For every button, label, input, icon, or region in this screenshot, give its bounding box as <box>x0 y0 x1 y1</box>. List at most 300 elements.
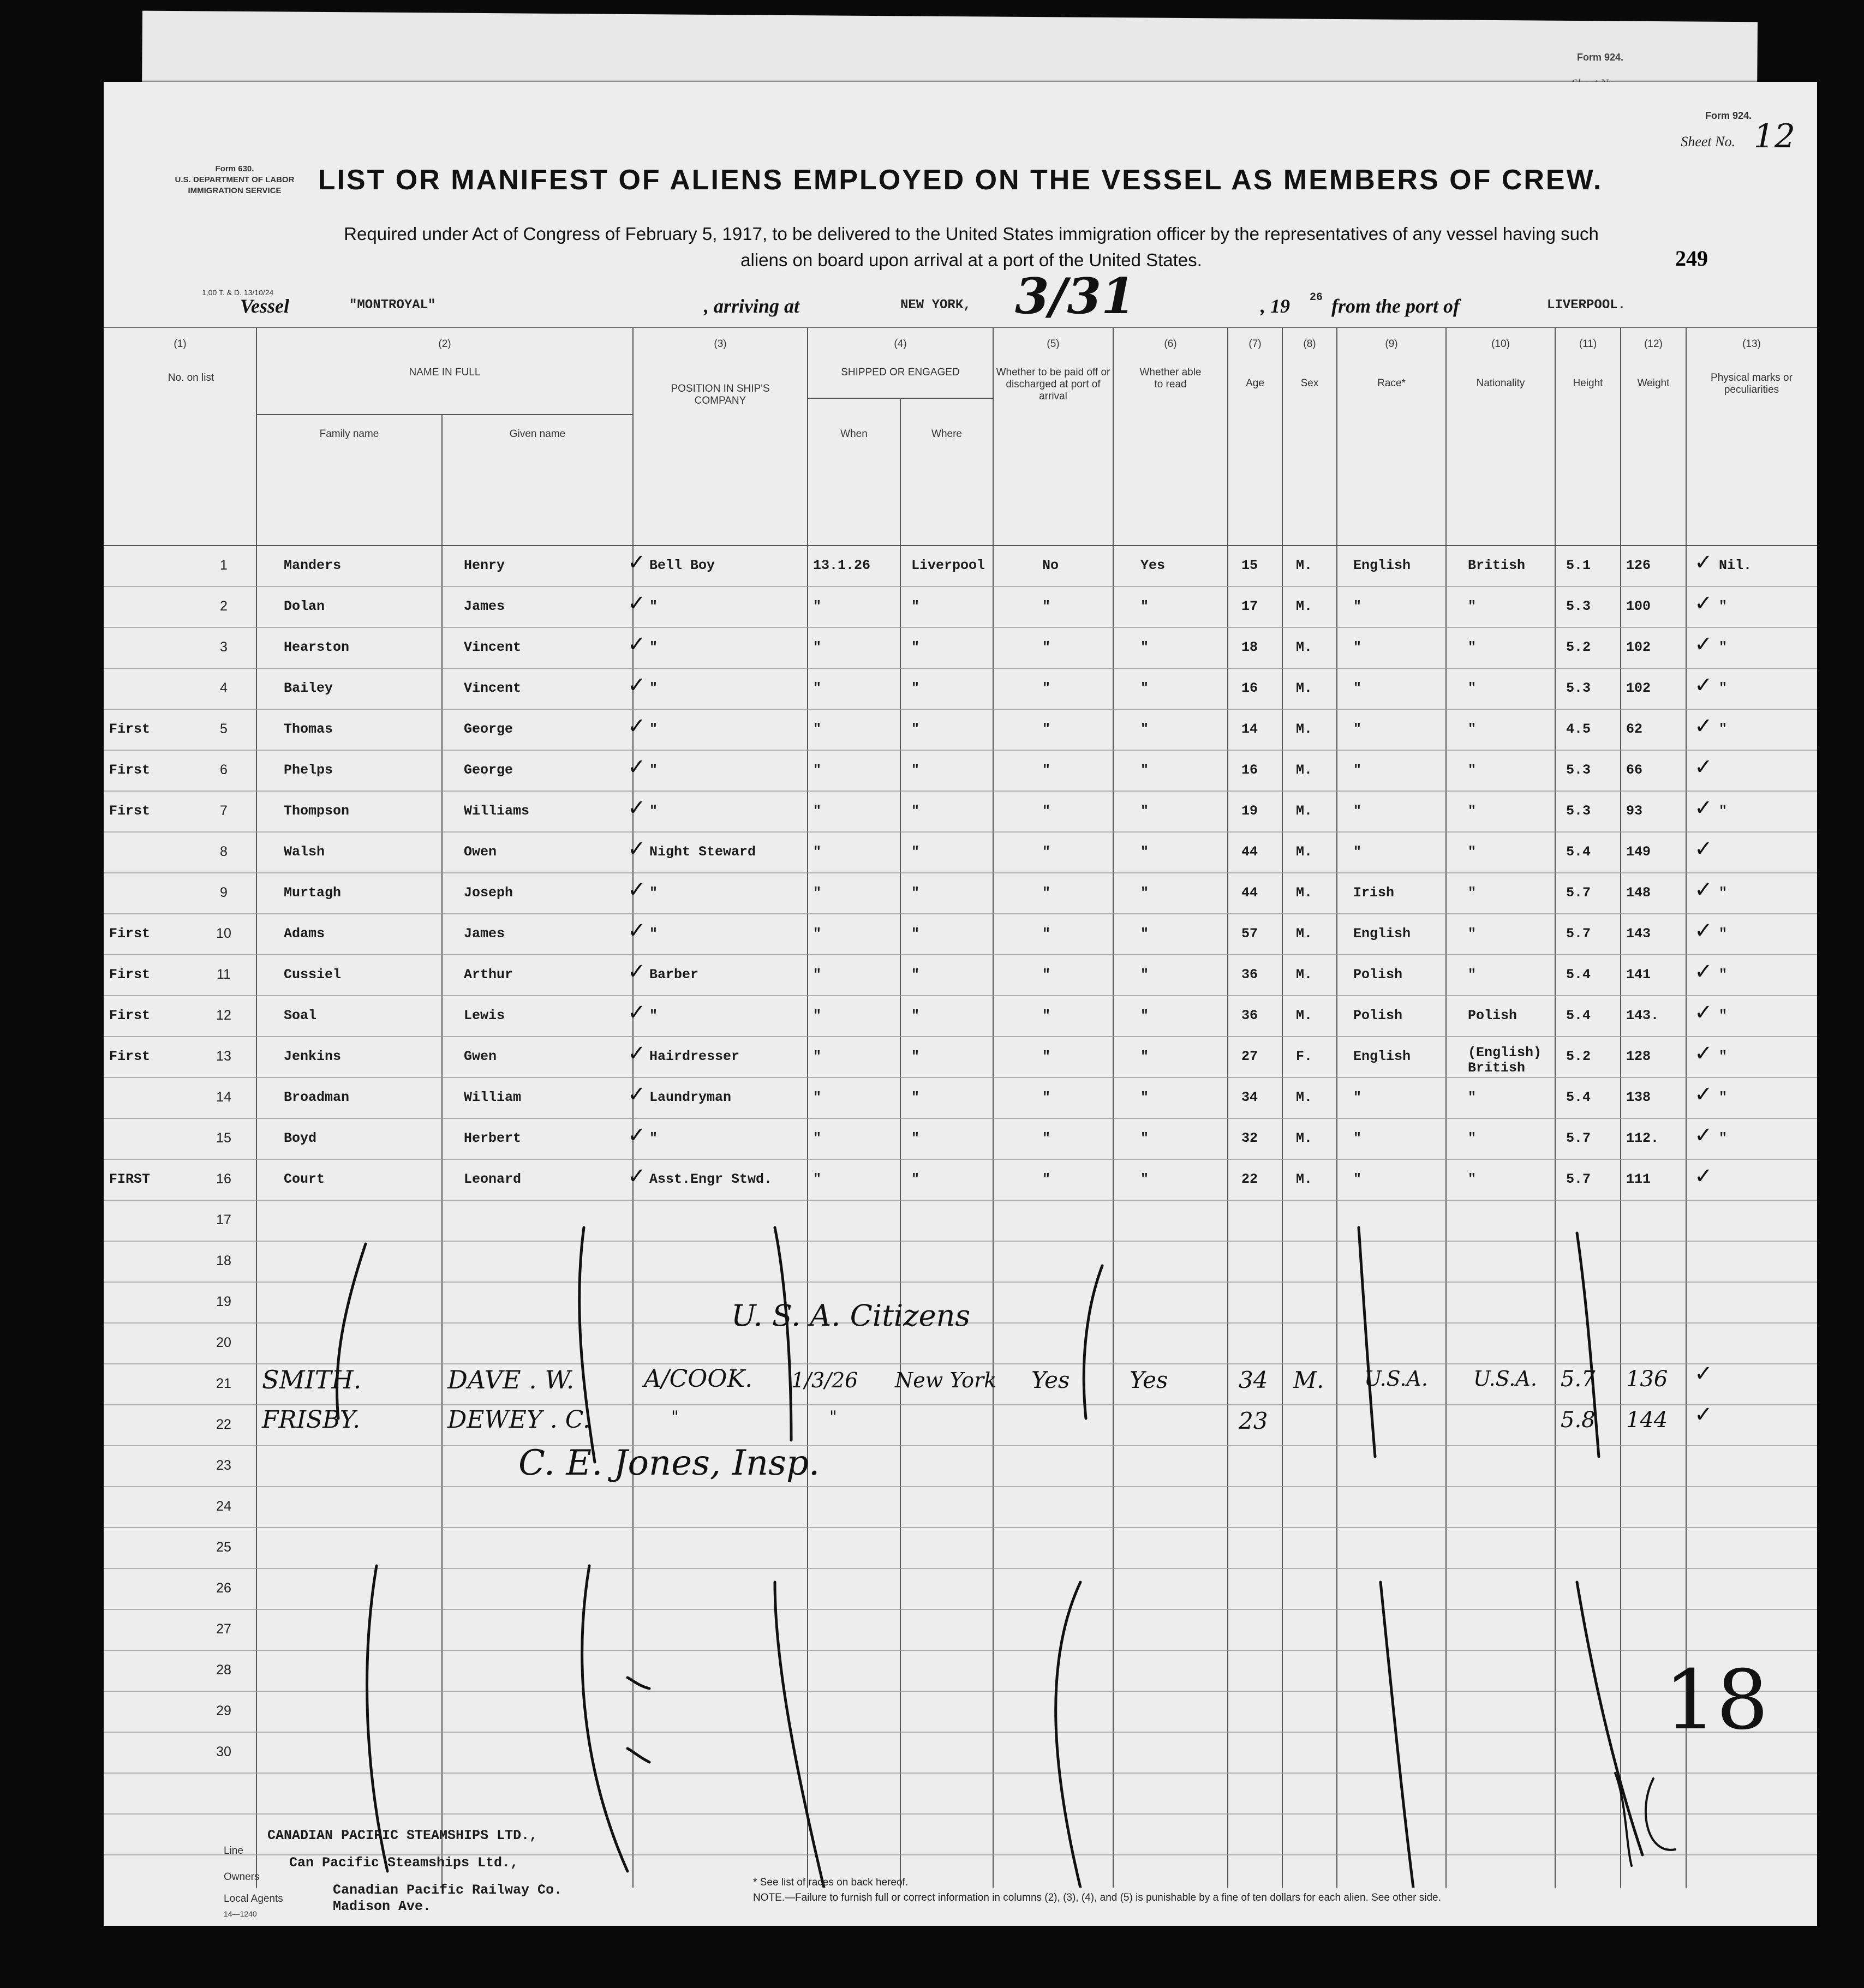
cell-given-name: George <box>464 762 513 778</box>
cell-sex: M. <box>1296 967 1313 983</box>
check-mark-icon: ✓ <box>1694 877 1713 902</box>
cell-height: 5.1 <box>1566 558 1591 573</box>
cell-height: 5.3 <box>1566 803 1591 819</box>
cell-age: 57 <box>1241 926 1258 942</box>
cell-height: 5.7 <box>1566 926 1591 942</box>
inspector-signature: C. E. Jones, Insp. <box>518 1443 820 1483</box>
cell-sex: M. <box>1296 598 1313 614</box>
col4-when-header: When <box>840 428 868 440</box>
cell-age: 44 <box>1241 885 1258 901</box>
owners-label: Owners <box>224 1871 260 1883</box>
col2-family-header: Family name <box>319 428 379 440</box>
cell-weight: 112. <box>1626 1130 1659 1146</box>
cell-first-class-margin-note: FIRST <box>109 1171 151 1187</box>
cell-paid-off: " <box>1042 1171 1051 1187</box>
cell-nationality: " <box>1468 1089 1477 1105</box>
cell-sex: M. <box>1296 844 1313 860</box>
cell-age: 36 <box>1241 1008 1258 1023</box>
cell-shipped-where: " <box>911 680 920 696</box>
cell-weight: 102 <box>1626 639 1651 655</box>
row-number: 25 <box>216 1540 231 1555</box>
from-port-label: from the port of <box>1331 295 1460 317</box>
cell-height: 5.7 <box>1566 1171 1591 1187</box>
row-number: 30 <box>216 1744 231 1759</box>
check-mark-icon: ✓ <box>1694 755 1713 780</box>
race-note: * See list of races on back hereof. <box>753 1877 909 1888</box>
cell-given-name: Herbert <box>464 1130 522 1146</box>
cell-height: 5.4 <box>1566 1089 1591 1105</box>
cell-race: English <box>1353 926 1411 942</box>
cell-able-to-read: " <box>1140 762 1149 778</box>
cell-height: 5.4 <box>1566 844 1591 860</box>
row-number: 2 <box>220 598 228 614</box>
cell-age: 36 <box>1241 967 1258 983</box>
row22-race: U.S.A. <box>1364 1367 1428 1391</box>
cell-sex: M. <box>1296 558 1313 573</box>
cell-shipped-when: " <box>813 1171 822 1187</box>
cell-weight: 93 <box>1626 803 1643 819</box>
cell-race: " <box>1353 639 1362 655</box>
cell-family-name: Cussiel <box>284 967 342 983</box>
row22-sex: M. <box>1293 1367 1324 1393</box>
cell-position: Bell Boy <box>649 558 715 573</box>
cell-shipped-where: " <box>911 1008 920 1023</box>
cell-nationality: " <box>1468 762 1477 778</box>
cell-race: " <box>1353 844 1362 860</box>
cell-able-to-read: Yes <box>1140 558 1166 573</box>
cell-sex: M. <box>1296 1089 1313 1105</box>
row22-family: SMITH. <box>262 1365 362 1394</box>
check-mark-icon: ✓ <box>1694 591 1713 616</box>
row23-age: 23 <box>1239 1408 1268 1434</box>
cell-weight: 148 <box>1626 885 1651 901</box>
penalty-note: NOTE.—Failure to furnish full or correct information in columns (2), (3), (4), and (5) is punishable by a fine of ten dollars for each alien. See other side. <box>753 1892 1441 1903</box>
row-number: 23 <box>216 1458 231 1473</box>
check-mark-icon: ✓ <box>1694 632 1713 657</box>
cell-shipped-where: " <box>911 1130 920 1146</box>
row-number: 14 <box>216 1089 231 1105</box>
cell-paid-off: " <box>1042 1008 1051 1023</box>
cell-position: " <box>649 680 658 696</box>
cell-first-class-margin-note: First <box>109 1008 151 1023</box>
year-value: 26 <box>1310 291 1323 304</box>
cell-position: " <box>649 762 658 778</box>
check-mark-icon: ✓ <box>1694 795 1713 821</box>
row-number: 20 <box>216 1335 231 1350</box>
cell-given-name: Vincent <box>464 639 522 655</box>
cell-family-name: Murtagh <box>284 885 342 901</box>
cell-nationality: " <box>1468 1171 1477 1187</box>
year-prefix: , 19 <box>1260 295 1290 317</box>
form-number: Form 630. <box>215 164 254 173</box>
cell-race: " <box>1353 1171 1362 1187</box>
cell-race: English <box>1353 1049 1411 1064</box>
cell-shipped-when: " <box>813 721 822 737</box>
cell-physical-marks: " <box>1719 598 1728 614</box>
cell-physical-marks: " <box>1719 1008 1728 1023</box>
cell-weight: 100 <box>1626 598 1651 614</box>
col2-header: (2) NAME IN FULL <box>409 338 481 378</box>
row23-position: " <box>671 1408 679 1427</box>
cell-sex: M. <box>1296 639 1313 655</box>
cell-height: 5.2 <box>1566 1049 1591 1064</box>
cell-given-name: Owen <box>464 844 497 860</box>
col6-header: (6) Whether able to read <box>1139 338 1202 390</box>
cell-given-name: James <box>464 598 505 614</box>
cell-age: 16 <box>1241 680 1258 696</box>
cell-physical-marks: " <box>1719 926 1728 942</box>
cell-paid-off: " <box>1042 885 1051 901</box>
cell-height: 5.2 <box>1566 639 1591 655</box>
cell-physical-marks: " <box>1719 885 1728 901</box>
col5-header: (5) Whether to be paid off or discharged at port of arrival <box>996 338 1110 402</box>
cell-nationality: " <box>1468 680 1477 696</box>
cell-shipped-when: " <box>813 803 822 819</box>
print-number: 14—1240 <box>224 1909 257 1918</box>
cell-able-to-read: " <box>1140 926 1149 942</box>
document-title: LIST OR MANIFEST OF ALIENS EMPLOYED ON THE VESSEL AS MEMBERS OF CREW. <box>318 164 1603 196</box>
cell-shipped-where: " <box>911 639 920 655</box>
cell-weight: 102 <box>1626 680 1651 696</box>
cell-position: " <box>649 926 658 942</box>
cell-weight: 128 <box>1626 1049 1651 1064</box>
cell-age: 34 <box>1241 1089 1258 1105</box>
check-mark-icon: ✓ <box>628 1000 646 1025</box>
row-number: 26 <box>216 1580 231 1596</box>
cell-position: Laundryman <box>649 1089 732 1105</box>
cell-weight: 149 <box>1626 844 1651 860</box>
check-mark-icon: ✓ <box>628 795 646 821</box>
row-number: 28 <box>216 1662 231 1678</box>
cell-given-name: Williams <box>464 803 530 819</box>
cell-shipped-when: " <box>813 1089 822 1105</box>
row-number: 27 <box>216 1621 231 1637</box>
cell-height: 5.4 <box>1566 967 1591 983</box>
subtitle-line-2: aliens on board upon arrival at a port of the United States. <box>740 250 1202 270</box>
cell-shipped-where: Liverpool <box>911 558 985 573</box>
cell-able-to-read: " <box>1140 1008 1149 1023</box>
cell-height: 5.3 <box>1566 680 1591 696</box>
cell-shipped-where: " <box>911 926 920 942</box>
cell-weight: 111 <box>1626 1171 1651 1187</box>
cell-family-name: Thomas <box>284 721 333 737</box>
row-number: 21 <box>216 1376 231 1391</box>
cell-position: " <box>649 885 658 901</box>
col3-header: (3) POSITION IN SHIP'S COMPANY <box>671 338 770 406</box>
cell-race: " <box>1353 1130 1362 1146</box>
cell-shipped-when: " <box>813 844 822 860</box>
check-mark-icon: ✓ <box>1694 959 1713 984</box>
cell-sex: M. <box>1296 926 1313 942</box>
row-number: 6 <box>220 762 228 777</box>
arriving-port: NEW YORK, <box>900 298 971 313</box>
cell-weight: 141 <box>1626 967 1651 983</box>
row23-weight: 144 <box>1626 1408 1668 1433</box>
row-number: 13 <box>216 1049 231 1064</box>
cell-sex: M. <box>1296 1130 1313 1146</box>
row-number: 8 <box>220 844 228 859</box>
check-mark-icon: ✓ <box>628 877 646 902</box>
cell-race: " <box>1353 1089 1362 1105</box>
service-name: IMMIGRATION SERVICE <box>188 186 282 195</box>
row22-nationality: U.S.A. <box>1473 1367 1537 1391</box>
cell-sex: M. <box>1296 1171 1313 1187</box>
vessel-label: Vessel <box>240 295 289 317</box>
check-mark-icon: ✓ <box>1694 1402 1713 1427</box>
cell-age: 14 <box>1241 721 1258 737</box>
cell-physical-marks: " <box>1719 1089 1728 1105</box>
row-number: 18 <box>216 1253 231 1268</box>
cell-given-name: William <box>464 1089 522 1105</box>
cell-age: 27 <box>1241 1049 1258 1064</box>
cell-race: Irish <box>1353 885 1395 901</box>
cell-weight: 66 <box>1626 762 1643 778</box>
row-number: 15 <box>216 1130 231 1146</box>
cell-sex: M. <box>1296 680 1313 696</box>
col13-header: (13) Physical marks or peculiarities <box>1711 338 1793 396</box>
cell-family-name: Court <box>284 1171 325 1187</box>
check-mark-icon: ✓ <box>1694 1041 1713 1066</box>
line-label: Line <box>224 1845 243 1857</box>
cell-paid-off: " <box>1042 844 1051 860</box>
row23-family: FRISBY. <box>262 1406 361 1434</box>
cell-able-to-read: " <box>1140 680 1149 696</box>
cell-shipped-when: 13.1.26 <box>813 558 871 573</box>
cell-given-name: Henry <box>464 558 505 573</box>
vessel-name: "MONTROYAL" <box>349 298 436 313</box>
cell-able-to-read: " <box>1140 885 1149 901</box>
cell-nationality: " <box>1468 885 1477 901</box>
cell-weight: 138 <box>1626 1089 1651 1105</box>
row-number: 12 <box>216 1008 231 1023</box>
cell-paid-off: " <box>1042 1130 1051 1146</box>
row-number: 7 <box>220 803 228 818</box>
cell-nationality: " <box>1468 639 1477 655</box>
cell-weight: 126 <box>1626 558 1651 573</box>
row-number: 10 <box>216 926 231 941</box>
cell-nationality: " <box>1468 844 1477 860</box>
cell-sex: M. <box>1296 762 1313 778</box>
cell-nationality: British <box>1468 558 1526 573</box>
cell-family-name: Jenkins <box>284 1049 342 1064</box>
row-number: 1 <box>220 558 228 573</box>
cell-age: 22 <box>1241 1171 1258 1187</box>
cell-family-name: Hearston <box>284 639 350 655</box>
cell-nationality: " <box>1468 967 1477 983</box>
cell-sex: M. <box>1296 1008 1313 1023</box>
cell-race: " <box>1353 680 1362 696</box>
cell-age: 15 <box>1241 558 1258 573</box>
check-mark-icon: ✓ <box>628 673 646 698</box>
row-number: 19 <box>216 1294 231 1309</box>
col12-header: (12) Weight <box>1637 338 1670 389</box>
cell-able-to-read: " <box>1140 803 1149 819</box>
print-code: 1,00 T. & D. 13/10/24 <box>202 288 274 297</box>
cell-physical-marks: " <box>1719 721 1728 737</box>
cell-nationality: " <box>1468 1130 1477 1146</box>
cell-shipped-when: " <box>813 1008 822 1023</box>
check-mark-icon: ✓ <box>1694 836 1713 861</box>
col10-header: (10) Nationality <box>1476 338 1525 389</box>
row-number: 24 <box>216 1499 231 1514</box>
cell-first-class-margin-note: First <box>109 803 151 819</box>
row-number: 11 <box>217 967 231 982</box>
col8-header: (8) Sex <box>1300 338 1319 389</box>
cell-given-name: Arthur <box>464 967 513 983</box>
cell-paid-off: No <box>1042 558 1059 573</box>
row22-when: 1/3/26 <box>791 1368 858 1392</box>
cell-family-name: Walsh <box>284 844 325 860</box>
cell-age: 32 <box>1241 1130 1258 1146</box>
cell-shipped-when: " <box>813 1049 822 1064</box>
cell-first-class-margin-note: First <box>109 967 151 983</box>
agents-value-1: Canadian Pacific Railway Co. <box>333 1882 563 1898</box>
check-mark-icon: ✓ <box>628 918 646 943</box>
cell-position: " <box>649 598 658 614</box>
cell-sex: F. <box>1296 1049 1313 1064</box>
check-mark-icon: ✓ <box>1694 1123 1713 1148</box>
row23-height: 5.8 <box>1561 1408 1596 1433</box>
cell-position: Asst.Engr Stwd. <box>649 1171 773 1187</box>
col11-header: (11) Height <box>1573 338 1603 389</box>
cell-shipped-where: " <box>911 1049 920 1064</box>
row-number: 3 <box>220 639 228 655</box>
cell-shipped-where: " <box>911 721 920 737</box>
check-mark-icon: ✓ <box>1694 918 1713 943</box>
cell-shipped-when: " <box>813 926 822 942</box>
cell-family-name: Dolan <box>284 598 325 614</box>
row22-weight: 136 <box>1626 1367 1668 1392</box>
cell-race: " <box>1353 721 1362 737</box>
cell-paid-off: " <box>1042 680 1051 696</box>
cell-able-to-read: " <box>1140 844 1149 860</box>
row-number: 29 <box>216 1703 231 1718</box>
cell-first-class-margin-note: First <box>109 1049 151 1064</box>
manifest-sheet <box>104 82 1817 1926</box>
from-port: LIVERPOOL. <box>1547 298 1626 313</box>
cell-weight: 143. <box>1626 1008 1659 1023</box>
row-number: 5 <box>220 721 228 736</box>
cell-able-to-read: " <box>1140 1049 1149 1064</box>
check-mark-icon: ✓ <box>628 959 646 984</box>
cell-shipped-when: " <box>813 680 822 696</box>
cell-first-class-margin-note: First <box>109 762 151 778</box>
form-number-right: Form 924. <box>1705 110 1752 121</box>
check-mark-icon: ✓ <box>1694 1361 1713 1386</box>
citizens-heading: U. S. A. Citizens <box>731 1298 971 1333</box>
cell-age: 44 <box>1241 844 1258 860</box>
cell-position: " <box>649 639 658 655</box>
cell-first-class-margin-note: First <box>109 721 151 737</box>
cell-shipped-where: " <box>911 762 920 778</box>
cell-nationality: Polish <box>1468 1008 1518 1023</box>
check-mark-icon: ✓ <box>628 1164 646 1189</box>
cell-paid-off: " <box>1042 1049 1051 1064</box>
cell-physical-marks: " <box>1719 967 1728 983</box>
row22-given: DAVE . W. <box>447 1365 575 1394</box>
cell-family-name: Broadman <box>284 1089 350 1105</box>
arrival-date-handwritten: 3/31 <box>1015 267 1136 325</box>
cell-able-to-read: " <box>1140 1171 1149 1187</box>
cell-nationality: " <box>1468 803 1477 819</box>
cell-age: 19 <box>1241 803 1258 819</box>
cell-height: 5.3 <box>1566 762 1591 778</box>
cell-able-to-read: " <box>1140 967 1149 983</box>
cell-race: " <box>1353 762 1362 778</box>
cell-sex: M. <box>1296 885 1313 901</box>
cell-age: 17 <box>1241 598 1258 614</box>
cell-race: " <box>1353 803 1362 819</box>
check-mark-icon: ✓ <box>628 591 646 616</box>
cell-shipped-where: " <box>911 1089 920 1105</box>
col7-header: (7) Age <box>1246 338 1264 389</box>
cell-physical-marks: Nil. <box>1719 558 1752 573</box>
row22-paid: Yes <box>1031 1367 1070 1393</box>
check-mark-icon: ✓ <box>628 714 646 739</box>
check-mark-icon: ✓ <box>628 550 646 575</box>
check-mark-icon: ✓ <box>628 1041 646 1066</box>
cell-physical-marks: " <box>1719 1130 1728 1146</box>
line-value: CANADIAN PACIFIC STEAMSHIPS LTD., <box>267 1828 538 1843</box>
cell-family-name: Adams <box>284 926 325 942</box>
cell-shipped-when: " <box>813 1130 822 1146</box>
row22-read: Yes <box>1130 1367 1168 1393</box>
cell-given-name: Gwen <box>464 1049 497 1064</box>
row23-given: DEWEY . C. <box>447 1406 590 1434</box>
cell-family-name: Manders <box>284 558 342 573</box>
row-number: 9 <box>220 885 228 900</box>
cell-position: Night Steward <box>649 844 756 860</box>
cell-nationality: " <box>1468 721 1477 737</box>
cell-paid-off: " <box>1042 598 1051 614</box>
cell-position: " <box>649 803 658 819</box>
cell-first-class-margin-note: First <box>109 926 151 942</box>
cell-physical-marks: " <box>1719 639 1728 655</box>
cell-paid-off: " <box>1042 1089 1051 1105</box>
cell-paid-off: " <box>1042 721 1051 737</box>
cell-shipped-where: " <box>911 1171 920 1187</box>
cell-age: 16 <box>1241 762 1258 778</box>
cell-position: Hairdresser <box>649 1049 740 1064</box>
cell-shipped-when: " <box>813 762 822 778</box>
cell-nationality: " <box>1468 926 1477 942</box>
handwritten-count: 18 <box>1664 1653 1769 1748</box>
check-mark-icon: ✓ <box>1694 1000 1713 1025</box>
col4-header: (4) SHIPPED OR ENGAGED <box>841 338 960 378</box>
cell-family-name: Boyd <box>284 1130 317 1146</box>
cell-race: English <box>1353 558 1411 573</box>
cell-given-name: Joseph <box>464 885 513 901</box>
cell-nationality: (English) British <box>1468 1045 1542 1076</box>
check-mark-icon: ✓ <box>1694 714 1713 739</box>
row-number: 4 <box>220 680 228 696</box>
cell-paid-off: " <box>1042 967 1051 983</box>
subtitle-line-1: Required under Act of Congress of February 5, 1917, to be delivered to the United States immigration officer by the representatives of any vessel having such <box>344 224 1599 244</box>
col1-header: (1) No. on list <box>168 338 214 384</box>
cell-shipped-where: " <box>911 885 920 901</box>
cell-race: Polish <box>1353 967 1403 983</box>
cell-race: " <box>1353 598 1362 614</box>
check-mark-icon: ✓ <box>628 1082 646 1107</box>
cell-physical-marks: " <box>1719 1049 1728 1064</box>
cell-given-name: George <box>464 721 513 737</box>
cell-able-to-read: " <box>1140 639 1149 655</box>
cell-age: 18 <box>1241 639 1258 655</box>
check-mark-icon: ✓ <box>628 836 646 861</box>
cell-shipped-when: " <box>813 639 822 655</box>
cell-family-name: Phelps <box>284 762 333 778</box>
cell-family-name: Thompson <box>284 803 350 819</box>
